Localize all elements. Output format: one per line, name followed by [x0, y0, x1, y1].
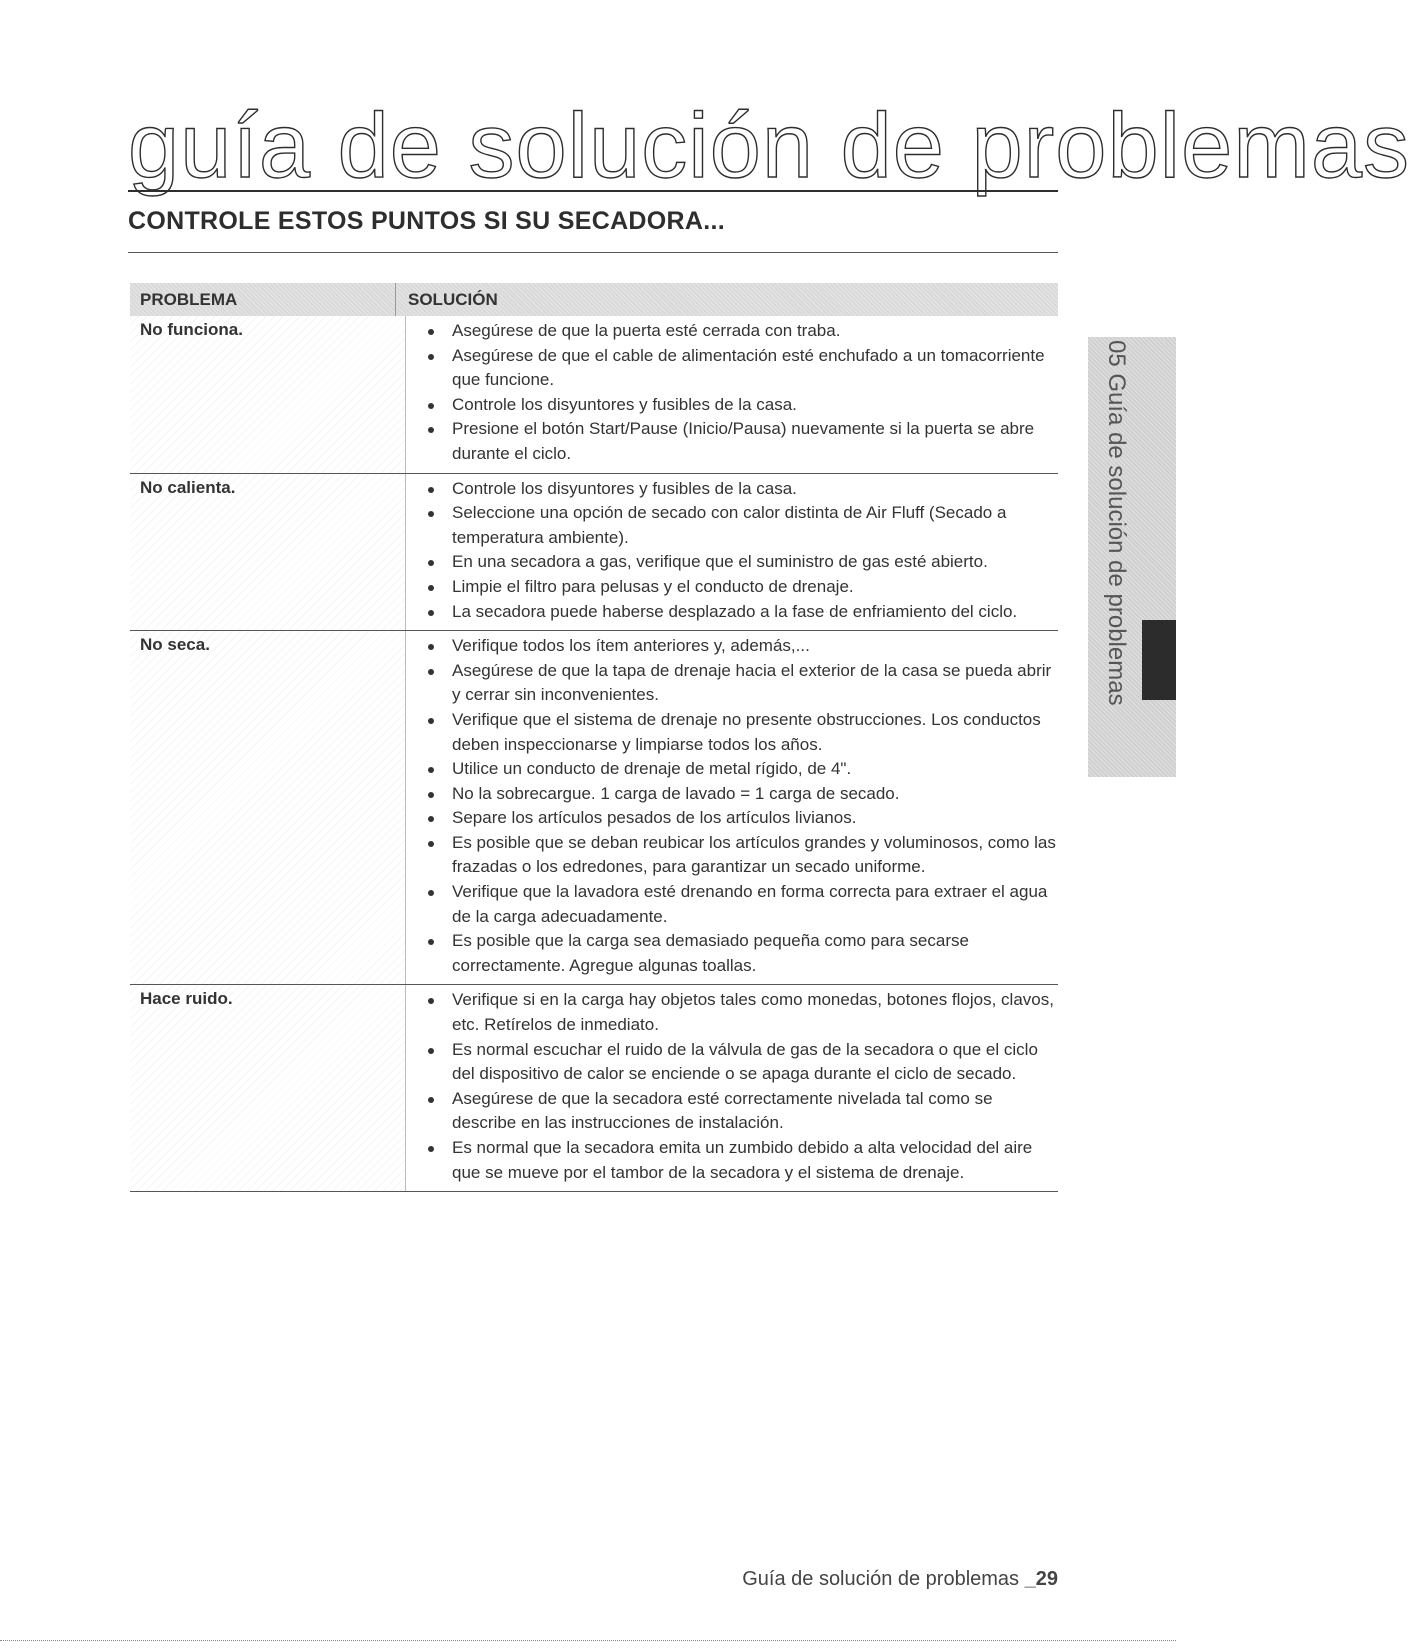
bottom-edge	[0, 1640, 1176, 1641]
problem-cell: Hace ruido.	[130, 985, 406, 1191]
page-title: guía de solución de problemas	[128, 95, 1410, 197]
section-heading: CONTROLE ESTOS PUNTOS SI SU SECADORA...	[128, 207, 725, 235]
table-header	[130, 283, 1058, 316]
solution-item: Presione el botón Start/Pause (Inicio/Pausa) nuevamente si la puerta se abre durante el ciclo.	[422, 417, 1058, 466]
solution-item: Verifique que la lavadora esté drenando en forma correcta para extraer el agua de la carga adecuadamente.	[422, 880, 1058, 929]
solution-item: Verifique si en la carga hay objetos tales como monedas, botones flojos, clavos, etc. Retírelos de inmediato.	[422, 988, 1058, 1037]
solution-item: Seleccione una opción de secado con calor distinta de Air Fluff (Secado a temperatura ambiente).	[422, 501, 1058, 550]
problem-cell: No seca.	[130, 631, 406, 984]
problem-cell: No calienta.	[130, 474, 406, 631]
problem-cell: No funciona.	[130, 316, 406, 473]
solution-item: No la sobrecargue. 1 carga de lavado = 1 carga de secado.	[422, 782, 1058, 807]
table-body	[130, 316, 1058, 1192]
solution-item: Separe los artículos pesados de los artículos livianos.	[422, 806, 1058, 831]
solution-list	[422, 988, 1058, 1185]
solution-item: Verifique todos los ítem anteriores y, además,...	[422, 634, 1058, 659]
solution-item: Asegúrese de que el cable de alimentación esté enchufado a un tomacorriente que funcione.	[422, 344, 1058, 393]
solution-item: Es normal escuchar el ruido de la válvula de gas de la secadora o que el ciclo del dispositivo de calor se enciende o se apaga durante el ciclo de secado.	[422, 1038, 1058, 1087]
solution-item: Asegúrese de que la puerta esté cerrada con traba.	[422, 319, 1058, 344]
solution-item: Es posible que la carga sea demasiado pequeña como para secarse correctamente. Agregue algunas toallas.	[422, 929, 1058, 978]
page-footer	[742, 1568, 1058, 1591]
page-number: _29	[1024, 1568, 1058, 1590]
solution-cell	[406, 631, 1058, 984]
table-row	[130, 316, 1058, 474]
troubleshooting-table	[130, 283, 1058, 1192]
solution-item: Es posible que se deban reubicar los artículos grandes y voluminosos, como las frazadas o los edredones, para garantizar un secado uniforme.	[422, 831, 1058, 880]
table-row	[130, 474, 1058, 632]
header-solution: SOLUCIÓN	[408, 290, 498, 309]
table-row	[130, 631, 1058, 985]
solution-item: Verifique que el sistema de drenaje no presente obstrucciones. Los conductos deben inspeccionarse y limpiarse todos los años.	[422, 708, 1058, 757]
solution-item: En una secadora a gas, verifique que el suministro de gas esté abierto.	[422, 550, 1058, 575]
solution-list	[422, 634, 1058, 978]
solution-item: Es normal que la secadora emita un zumbido debido a alta velocidad del aire que se mueve por el tambor de la secadora y el sistema de drenaje.	[422, 1136, 1058, 1185]
solution-item: Asegúrese de que la secadora esté correctamente nivelada tal como se describe en las instrucciones de instalación.	[422, 1087, 1058, 1136]
section-divider	[128, 252, 1058, 253]
solution-item: Controle los disyuntores y fusibles de la casa.	[422, 477, 1058, 502]
solution-item: Asegúrese de que la tapa de drenaje hacia el exterior de la casa se pueda abrir y cerrar sin inconvenientes.	[422, 659, 1058, 708]
header-problem: PROBLEMA	[130, 283, 396, 316]
solution-item: Limpie el filtro para pelusas y el conducto de drenaje.	[422, 575, 1058, 600]
footer-text: Guía de solución de problemas	[742, 1568, 1025, 1590]
solution-cell	[406, 474, 1058, 631]
solution-item: La secadora puede haberse desplazado a la fase de enfriamiento del ciclo.	[422, 600, 1058, 625]
solution-list	[422, 319, 1058, 467]
solution-list	[422, 477, 1058, 625]
solution-item: Controle los disyuntores y fusibles de la casa.	[422, 393, 1058, 418]
title-underline	[128, 190, 1058, 192]
chapter-side-tab-label: 05 Guía de solución de problemas	[1103, 340, 1130, 706]
chapter-marker	[1142, 620, 1176, 700]
solution-item: Utilice un conducto de drenaje de metal rígido, de 4".	[422, 757, 1058, 782]
solution-cell	[406, 985, 1058, 1191]
table-row	[130, 985, 1058, 1192]
solution-cell	[406, 316, 1058, 473]
